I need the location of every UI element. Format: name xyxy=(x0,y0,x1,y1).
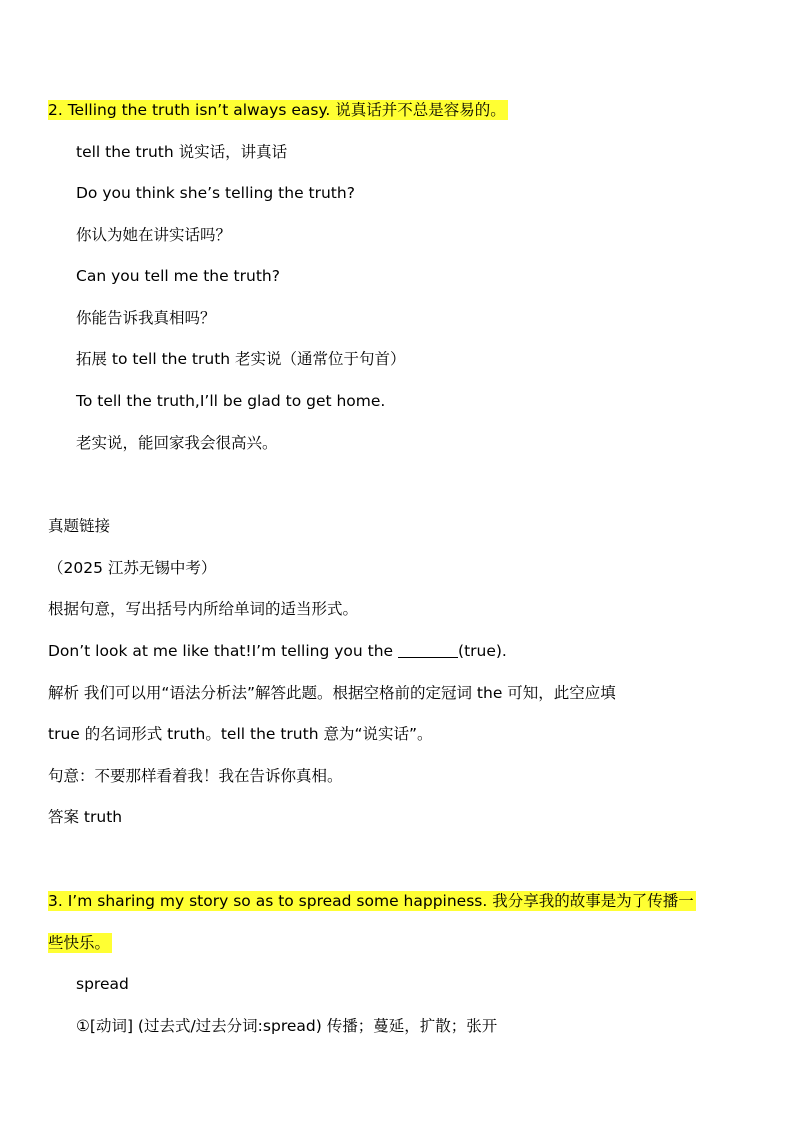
answer-blank xyxy=(398,643,458,658)
section-3-heading-2 xyxy=(48,932,112,954)
section-3-heading-1 xyxy=(48,890,696,912)
exam-question xyxy=(48,640,507,662)
extension-line: 拓展 to tell the truth 老实说（通常位于句首） xyxy=(76,350,406,368)
vocab-word: spread xyxy=(76,975,129,993)
question-hint: (true). xyxy=(458,642,507,660)
sentence-meaning: 句意：不要那样看着我！我在告诉你真相。 xyxy=(48,767,343,785)
highlighted-heading: 些快乐。 xyxy=(48,934,111,952)
answer-line: 答案 truth xyxy=(48,808,123,826)
exam-title: 真题链接 xyxy=(48,517,111,535)
highlighted-heading: 3. I’m sharing my story so as to spread some happiness. 我分享我的故事是为了传播一 xyxy=(48,892,694,910)
example-en: To tell the truth,I’ll be glad to get home. xyxy=(76,392,386,410)
vocab-definition: ①[动词] (过去式/过去分词:spread) 传播；蔓延，扩散；张开 xyxy=(76,1017,498,1035)
highlighted-heading: 2. Telling the truth isn’t always easy. 说真话并不总是容易的。 xyxy=(48,101,506,119)
analysis-line-1: 解析 我们可以用“语法分析法”解答此题。根据空格前的定冠词 the 可知，此空应填 xyxy=(48,684,616,702)
exam-source: （2025 江苏无锡中考） xyxy=(48,559,217,577)
section-2-heading xyxy=(48,99,508,121)
analysis-line-2: true 的名词形式 truth。tell the truth 意为“说实话”。 xyxy=(48,725,433,743)
exam-instruction: 根据句意，写出括号内所给单词的适当形式。 xyxy=(48,600,359,618)
example-zh: 老实说，能回家我会很高兴。 xyxy=(76,434,278,452)
example-zh: 你认为她在讲实话吗？ xyxy=(76,226,232,244)
example-zh: 你能告诉我真相吗？ xyxy=(76,309,216,327)
question-text: Don’t look at me like that!I’m telling you the xyxy=(48,642,399,660)
example-en: Do you think she’s telling the truth? xyxy=(76,184,355,202)
phrase-line: tell the truth 说实话，讲真话 xyxy=(76,143,288,161)
example-en: Can you tell me the truth? xyxy=(76,267,280,285)
